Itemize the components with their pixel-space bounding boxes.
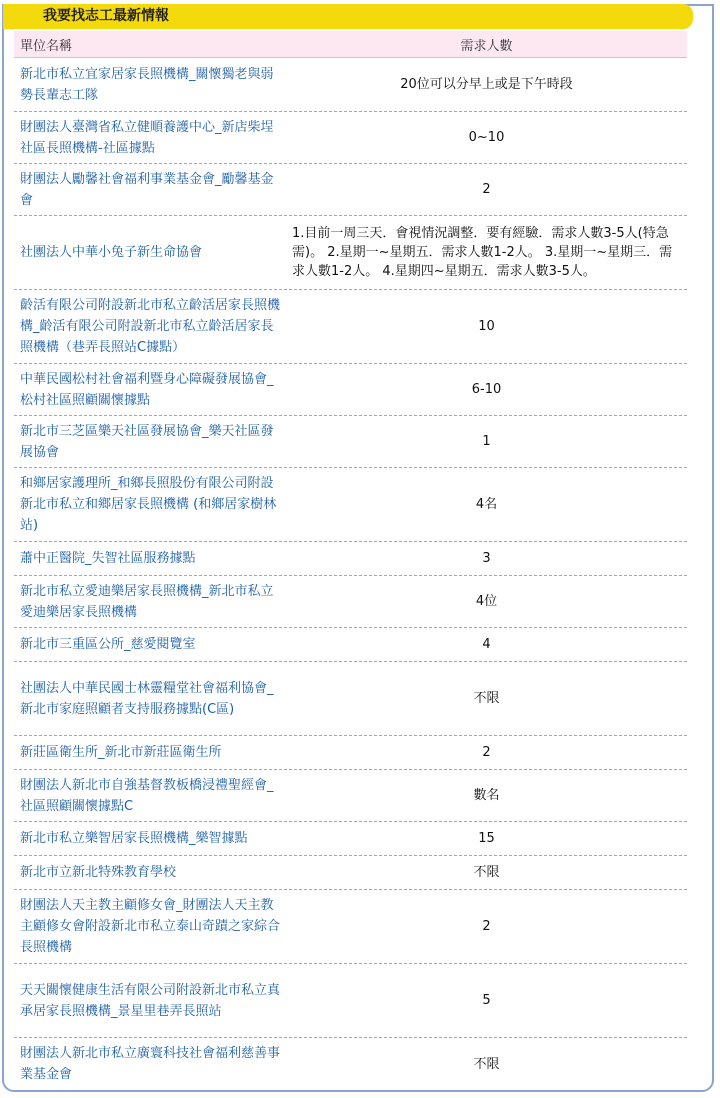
panel-title: 我要找志工最新情報: [3, 4, 693, 29]
count-cell: 15: [478, 831, 495, 846]
table-row: [14, 164, 687, 216]
table-row: [14, 964, 687, 1038]
table-row: [14, 856, 687, 890]
org-link[interactable]: 社團法人中華小兔子新生命協會: [20, 245, 203, 260]
volunteer-table: [14, 31, 687, 1090]
org-link[interactable]: 新莊區衛生所_新北市新莊區衛生所: [20, 745, 222, 760]
org-link[interactable]: 齡活有限公司附設新北市私立齡活居家長照機構_齡活有限公司附設新北市私立齡活居家長照機構（巷弄長照站C據點）: [20, 298, 281, 355]
org-link[interactable]: 新北市三芝區樂天社區發展協會_樂天社區發展協會: [20, 423, 274, 460]
count-cell: 1: [482, 434, 491, 449]
table-row: [14, 890, 687, 964]
table-header: [14, 31, 687, 58]
org-link[interactable]: 財團法人臺灣省私立健順養護中心_新店柴埕社區長照機構-社區據點: [20, 119, 274, 156]
table-row: [14, 628, 687, 662]
table-row: [14, 736, 687, 770]
count-cell: 4名: [475, 497, 498, 512]
count-cell: 4: [482, 637, 491, 652]
column-header-count: 需求人數: [460, 38, 513, 54]
table-row: [14, 58, 687, 112]
count-cell: 2: [482, 919, 491, 934]
table-row: [14, 216, 687, 290]
org-link[interactable]: 蕭中正醫院_失智社區服務據點: [20, 551, 196, 566]
table-row: [14, 112, 687, 164]
org-link[interactable]: 新北市立新北特殊教育學校: [20, 865, 177, 880]
org-link[interactable]: 中華民國松村社會福利暨身心障礙發展協會_松村社區照顧關懷據點: [20, 371, 274, 408]
table-row: [14, 468, 687, 542]
table-row: [14, 576, 687, 628]
count-cell: 2: [482, 745, 491, 760]
count-cell: 10: [478, 319, 495, 334]
org-link[interactable]: 天天關懷健康生活有限公司附設新北市私立真承居家長照機構_景星里巷弄長照站: [20, 982, 281, 1019]
count-cell: 數名: [473, 788, 500, 803]
org-link[interactable]: 社團法人中華民國士林靈糧堂社會福利協會_新北市家庭照顧者支持服務據點(C區): [20, 680, 274, 717]
count-cell: 0~10: [468, 130, 505, 145]
table-row: [14, 662, 687, 736]
table-row: [14, 416, 687, 468]
count-cell: 20位可以分早上或是下午時段: [400, 77, 573, 92]
org-link[interactable]: 財團法人新北市私立廣寰科技社會福利慈善事業基金會: [20, 1046, 281, 1082]
table-row: [14, 1038, 687, 1090]
count-cell: 2: [482, 182, 491, 197]
org-link[interactable]: 新北市私立樂智居家長照機構_樂智據點: [20, 831, 248, 846]
count-cell: 不限: [473, 691, 500, 706]
org-link[interactable]: 財團法人勵馨社會福利事業基金會_勵馨基金會: [20, 171, 274, 208]
count-cell: 6-10: [471, 382, 502, 397]
table-row: [14, 542, 687, 576]
column-header-name: 單位名稱: [20, 38, 73, 54]
table-row: [14, 364, 687, 416]
org-link[interactable]: 新北市私立愛迪樂居家長照機構_新北市私立愛迪樂居家長照機構: [20, 583, 274, 620]
count-cell: 不限: [473, 1056, 500, 1072]
org-link[interactable]: 財團法人天主教主顧修女會_財團法人天主教主顧修女會附設新北市私立泰山奇蹟之家綜合長照機構: [20, 898, 281, 955]
org-link[interactable]: 財團法人新北市自強基督教板橋浸禮聖經會_社區照顧關懷據點C: [20, 777, 274, 814]
count-cell: 3: [482, 551, 491, 566]
org-link[interactable]: 新北市三重區公所_慈愛閱覽室: [20, 637, 196, 652]
org-link[interactable]: 和鄉居家護理所_和鄉長照股份有限公司附設新北市私立和鄉居家長照機構 (和鄉居家樹林站): [20, 476, 277, 533]
table-row: [14, 822, 687, 856]
count-cell: 4位: [475, 594, 498, 609]
org-link[interactable]: 新北市私立宜家居家長照機構_關懷獨老與弱勢長輩志工隊: [20, 66, 274, 103]
count-cell: 5: [482, 993, 491, 1008]
count-cell: 不限: [473, 865, 500, 880]
table-row: [14, 290, 687, 364]
table-row: [14, 770, 687, 822]
count-cell: 1.目前一周三天．會視情況調整．要有經驗．需求人數3-5人(特急需)。 2.星期一~星期五．需求人數1-2人。 3.星期一~星期三．需求人數1-2人。 4.星期四~星期五．需求人數3-5人。: [292, 226, 673, 279]
